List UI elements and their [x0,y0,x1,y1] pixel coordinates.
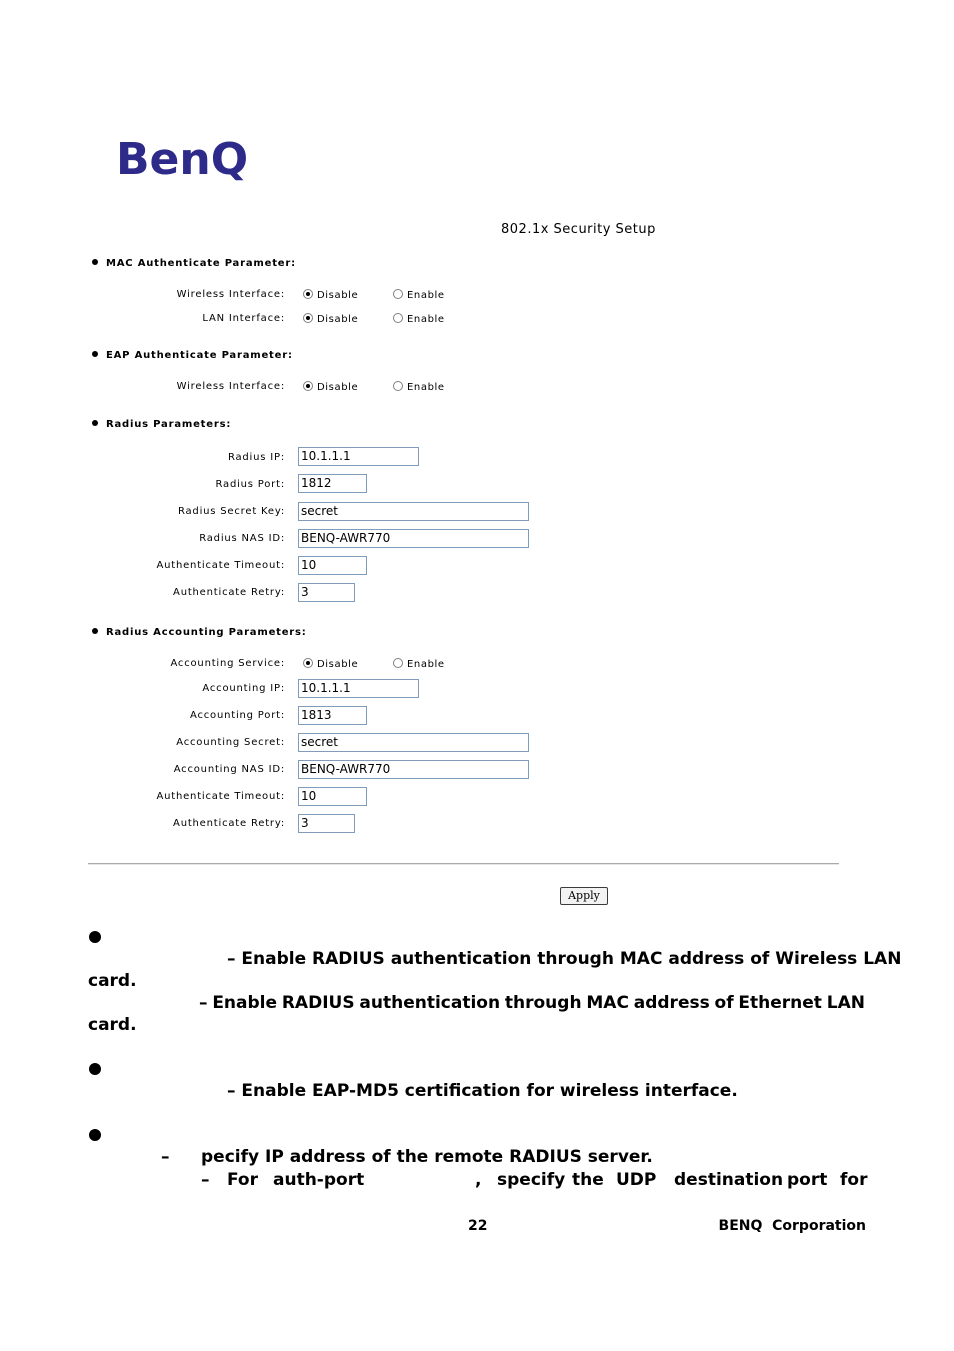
body-line-eap: – Enable EAP-MD5 certification for wireless interface. [227,1081,738,1101]
radius-ip-label: Radius IP: [227,452,285,463]
accounting-ip-input[interactable]: 10.1.1.1 [298,679,419,698]
accounting-nas-input[interactable]: BENQ-AWR770 [298,760,529,779]
bullet-icon [92,628,98,634]
radius-secret-input[interactable]: secret [298,502,529,521]
radio-selected-icon [303,313,313,323]
bullet-icon [92,351,98,357]
mac-lan-disable-radio[interactable]: Disable [303,314,358,325]
accounting-retry-input[interactable]: 3 [298,814,355,833]
page-number: 22 [468,1218,488,1234]
footer-company: BENQ Corporation [718,1218,866,1234]
body-line-mac-ethernet: – Enable RADIUS authentication through MAC address of Ethernet LAN [199,993,865,1013]
mac-lan-enable-radio[interactable]: Enable [393,314,445,325]
radius-timeout-input[interactable]: 10 [298,556,367,575]
mac-wireless-label: Wireless Interface: [176,289,285,300]
radius-nas-input[interactable]: BENQ-AWR770 [298,529,529,548]
bullet-icon [89,1063,101,1075]
section-mac-title: MAC Authenticate Parameter: [92,258,296,269]
body-line-radius-dash: – [161,1147,170,1167]
section-radius-title: Radius Parameters: [92,419,231,430]
radius-nas-label: Radius NAS ID: [199,533,285,544]
body-line-radius-port: – For auth-port , specify the UDP destination port for [201,1170,868,1190]
bullet-icon [92,420,98,426]
accounting-timeout-input[interactable]: 10 [298,787,367,806]
mac-wireless-disable-radio[interactable]: Disable [303,290,358,301]
radio-unselected-icon [393,289,403,299]
radius-port-input[interactable]: 1812 [298,474,367,493]
accounting-nas-label: Accounting NAS ID: [173,764,285,775]
mac-lan-label: LAN Interface: [202,313,285,324]
accounting-disable-radio[interactable]: Disable [303,659,358,670]
radio-unselected-icon [393,658,403,668]
radio-selected-icon [303,289,313,299]
bullet-icon [92,259,98,265]
accounting-ip-label: Accounting IP: [202,683,285,694]
accounting-retry-label: Authenticate Retry: [173,818,285,829]
accounting-secret-label: Accounting Secret: [176,737,285,748]
accounting-port-input[interactable]: 1813 [298,706,367,725]
radius-timeout-label: Authenticate Timeout: [156,560,285,571]
accounting-service-label: Accounting Service: [170,658,285,669]
accounting-secret-input[interactable]: secret [298,733,529,752]
bullet-icon [89,931,101,943]
eap-wireless-label: Wireless Interface: [176,381,285,392]
radio-unselected-icon [393,381,403,391]
radius-retry-input[interactable]: 3 [298,583,355,602]
radius-ip-input[interactable]: 10.1.1.1 [298,447,419,466]
radio-selected-icon [303,381,313,391]
body-line-mac-ethernet-cont: card. [88,1015,137,1035]
radius-secret-label: Radius Secret Key: [177,506,285,517]
section-accounting-title: Radius Accounting Parameters: [92,627,307,638]
eap-wireless-disable-radio[interactable]: Disable [303,382,358,393]
mac-wireless-enable-radio[interactable]: Enable [393,290,445,301]
body-line-radius-ip: pecify IP address of the remote RADIUS server. [201,1147,653,1167]
divider [88,863,839,865]
accounting-timeout-label: Authenticate Timeout: [156,791,285,802]
body-line-mac-wireless-cont: card. [88,971,137,991]
page-title: 802.1x Security Setup [501,222,656,237]
radio-selected-icon [303,658,313,668]
radius-retry-label: Authenticate Retry: [173,587,285,598]
radio-unselected-icon [393,313,403,323]
apply-button[interactable]: Apply [560,887,608,905]
eap-wireless-enable-radio[interactable]: Enable [393,382,445,393]
bullet-icon [89,1129,101,1141]
section-eap-title: EAP Authenticate Parameter: [92,350,293,361]
radius-port-label: Radius Port: [215,479,285,490]
body-line-mac-wireless: – Enable RADIUS authentication through MAC address of Wireless LAN [227,949,902,969]
logo-text: BenQ [116,134,249,184]
benq-logo [116,134,250,184]
accounting-enable-radio[interactable]: Enable [393,659,445,670]
accounting-port-label: Accounting Port: [189,710,285,721]
